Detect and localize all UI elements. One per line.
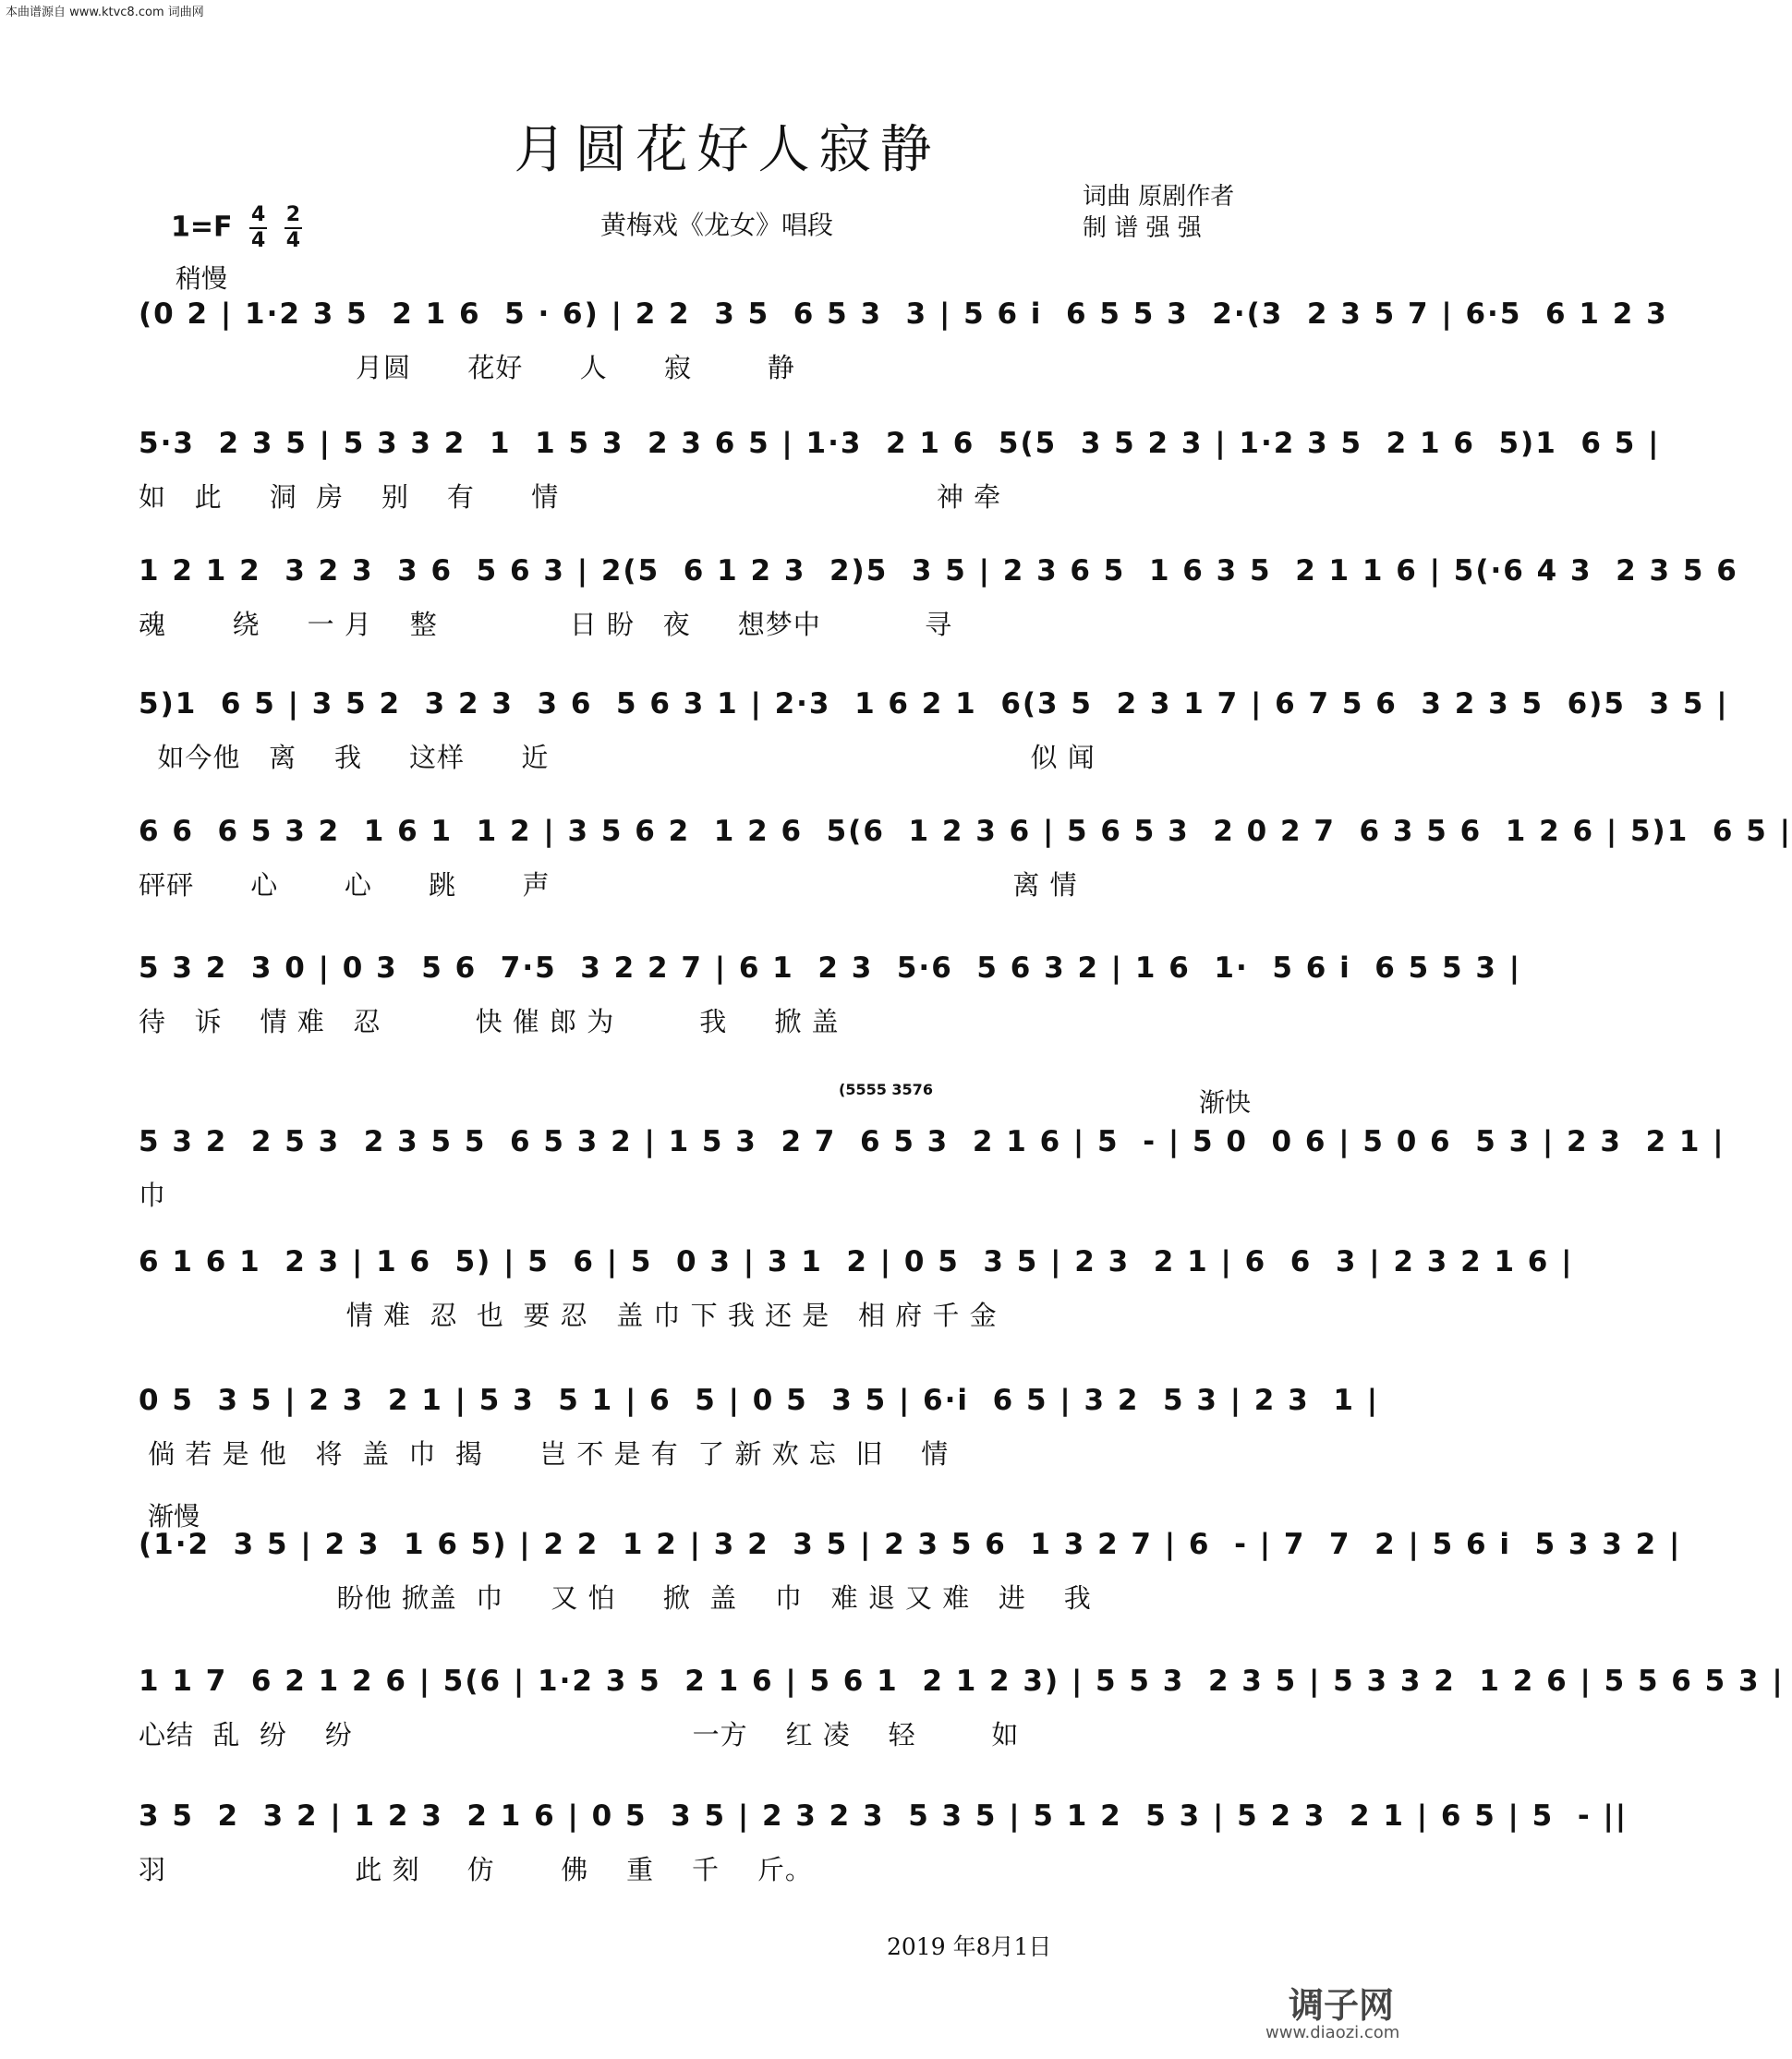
tempo-start: 稍慢 [176, 263, 228, 294]
score-system-7 [139, 1123, 1725, 1214]
score-system-10 [139, 1526, 1682, 1617]
tempo-faster: 渐快 [1199, 1087, 1252, 1118]
notation-line: (1·2 3 5 | 2 3 1 6 5) | 2 2 1 2 | 3 2 3 5 | 2 3 5 6 1 3 2 7 | 6 - | 7 7 2 | 5 6 i 5 3 3 2 | [139, 1528, 1682, 1561]
score-system-2 [139, 425, 1661, 515]
credits [1083, 181, 1234, 244]
time-signature-2 [285, 203, 302, 253]
song-title: 月圆花好人寂静 [514, 120, 941, 180]
lyrics-line: 如 此 洞 房 别 有 情 神 牵 [139, 481, 1002, 513]
notation-line: 6 6 6 5 3 2 1 6 1 1 2 | 3 5 6 2 1 2 6 5(6 1 2 3 6 | 5 6 5 3 2 0 2 7 6 3 5 6 1 2 6 | 5)1 6 5 | [139, 815, 1792, 848]
lyrics-line: 如今他 离 我 这样 近 似 闻 [139, 742, 1096, 773]
watermark-logo: 调子网 [1289, 1985, 1395, 2026]
time-sig-2-num: 2 [285, 203, 302, 229]
notation-line: 6 1 6 1 2 3 | 1 6 5) | 5 6 | 5 0 3 | 3 1 2 | 0 5 3 5 | 2 3 2 1 | 6 6 3 | 2 3 2 1 6 | [139, 1245, 1574, 1278]
notation-line: 1 1 7 6 2 1 2 6 | 5(6 | 1·2 3 5 2 1 6 | 5 6 1 2 1 2 3) | 5 5 3 2 3 5 | 5 3 3 2 1 2 6 | 5 5 6 5 3 | [139, 1665, 1785, 1698]
key-signature [171, 203, 302, 253]
score-system-11 [139, 1663, 1785, 1753]
watermark-url: www.diaozi.com [1265, 2023, 1400, 2042]
lyrics-line: 羽 此 刻 仿 佛 重 千 斤。 [139, 1854, 813, 1885]
lyrics-line: 魂 绕 一 月 整 日 盼 夜 想梦中 寻 [139, 609, 953, 640]
notation-line: 5·3 2 3 5 | 5 3 3 2 1 1 5 3 2 3 6 5 | 1·3 2 1 6 5(5 3 5 2 3 | 1·2 3 5 2 1 6 5)1 6 5 | [139, 427, 1661, 460]
auxiliary-notes: (5555 3576 [839, 1081, 933, 1098]
score-system-6 [139, 950, 1522, 1040]
score-system-12 [139, 1798, 1629, 1888]
lyrics-line: 情 难 忍 也 要 忍 盖 巾 下 我 还 是 相 府 千 金 [139, 1300, 998, 1331]
lyrics-line: 月圆 花好 人 寂 静 [139, 352, 795, 383]
date: 2019 年8月1日 [887, 1933, 1052, 1960]
lyricist-credit: 词曲 原剧作者 [1083, 183, 1235, 211]
time-sig-1-den: 4 [250, 229, 266, 252]
lyrics-line: 倘 若 是 他 将 盖 巾 揭 岂 不 是 有 了 新 欢 忘 旧 情 [139, 1438, 950, 1470]
score-system-1 [139, 296, 1668, 386]
lyrics-line: 盼他 掀盖 巾 又 怕 掀 盖 巾 难 退 又 难 进 我 [139, 1582, 1092, 1614]
notation-line: 0 5 3 5 | 2 3 2 1 | 5 3 5 1 | 6 5 | 0 5 3 5 | 6·i 6 5 | 3 2 5 3 | 2 3 1 | [139, 1384, 1380, 1417]
score-system-9 [139, 1382, 1380, 1472]
score-system-4 [139, 685, 1729, 776]
notation-line: (0 2 | 1·2 3 5 2 1 6 5 · 6) | 2 2 3 5 6 5 3 3 | 5 6 i 6 5 5 3 2·(3 2 3 5 7 | 6·5 6 1 2 3 [139, 297, 1668, 331]
score-system-5 [139, 813, 1792, 903]
arranger-credit: 制 谱 强 强 [1083, 214, 1202, 242]
notation-line: 5 3 2 3 0 | 0 3 5 6 7·5 3 2 2 7 | 6 1 2 3 5·6 5 6 3 2 | 1 6 1· 5 6 i 6 5 5 3 | [139, 951, 1522, 985]
lyrics-line: 砰砰 心 心 跳 声 离 情 [139, 869, 1078, 901]
key-label: 1=F [171, 211, 233, 244]
time-signature-1 [249, 203, 267, 253]
time-sig-2-den: 4 [285, 229, 301, 252]
notation-line: 1 2 1 2 3 2 3 3 6 5 6 3 | 2(5 6 1 2 3 2)5 3 5 | 2 3 6 5 1 6 3 5 2 1 1 6 | 5(·6 4 3 2 3 5 6 [139, 554, 1738, 587]
time-sig-1-num: 4 [249, 203, 267, 229]
notation-line: 5 3 2 2 5 3 2 3 5 5 6 5 3 2 | 1 5 3 2 7 6 5 3 2 1 6 | 5 - | 5 0 0 6 | 5 0 6 5 3 | 2 3 2 1 | [139, 1125, 1725, 1158]
source-note: 本曲谱源自 www.ktvc8.com 词曲网 [6, 6, 204, 19]
subtitle: 黄梅戏《龙女》唱段 [600, 210, 834, 240]
lyrics-line: 心结 乱 纷 纷 一方 红 凌 轻 如 [139, 1719, 1020, 1750]
lyrics-line: 待 诉 情 难 忍 快 催 郎 为 我 掀 盖 [139, 1006, 840, 1037]
tempo-slower: 渐慢 [148, 1501, 200, 1532]
notation-line: 5)1 6 5 | 3 5 2 3 2 3 3 6 5 6 3 1 | 2·3 1 6 2 1 6(3 5 2 3 1 7 | 6 7 5 6 3 2 3 5 6)5 3 5 | [139, 687, 1729, 721]
notation-line: 3 5 2 3 2 | 1 2 3 2 1 6 | 0 5 3 5 | 2 3 2 3 5 3 5 | 5 1 2 5 3 | 5 2 3 2 1 | 6 5 | 5 - || [139, 1799, 1629, 1833]
score-system-8 [139, 1243, 1574, 1334]
score-system-3 [139, 552, 1738, 643]
lyrics-line: 巾 [139, 1180, 167, 1211]
